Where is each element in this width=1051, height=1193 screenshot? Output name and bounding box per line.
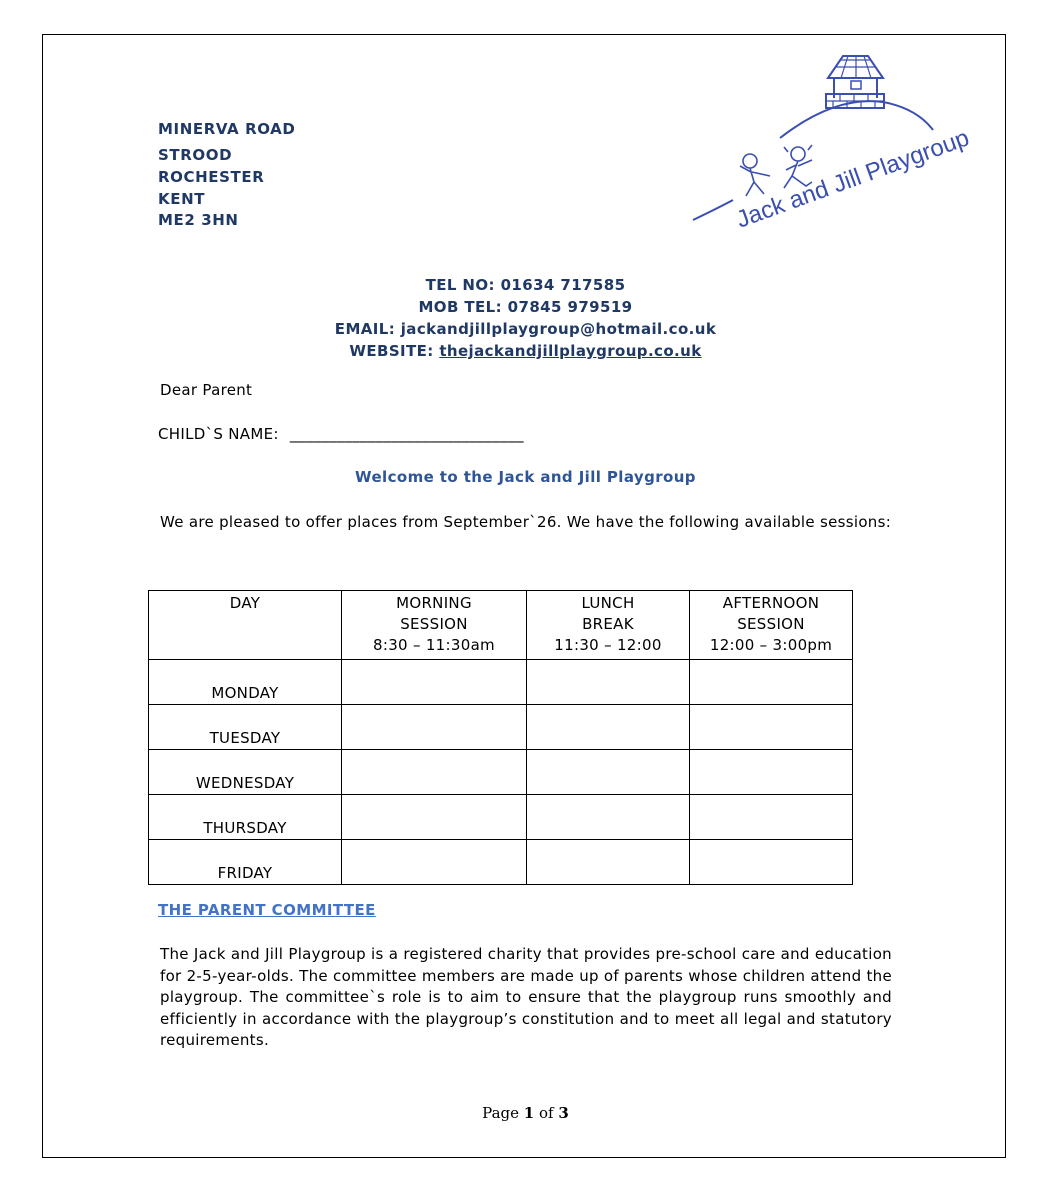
of-word: of [539,1104,554,1122]
header-day-label: DAY [229,594,261,612]
morning-cell[interactable] [342,840,527,885]
page-number [0,1104,1051,1122]
address-line-county: KENT [158,190,206,208]
website-label: WEBSITE: [349,342,434,360]
lunch-cell[interactable] [527,705,690,750]
afternoon-cell[interactable] [690,705,853,750]
welcome-heading: Welcome to the Jack and Jill Playgroup [355,468,696,486]
table-row [149,840,853,885]
afternoon-cell[interactable] [690,660,853,705]
email-label: EMAIL: [334,320,396,338]
header-lunch-l1: LUNCH [581,594,635,612]
tel-line [0,276,1051,294]
total-pages: 3 [558,1104,569,1122]
greeting: Dear Parent [160,381,253,399]
afternoon-cell[interactable] [690,750,853,795]
day-cell: TUESDAY [149,705,342,750]
morning-cell[interactable] [342,795,527,840]
tel-label: TEL NO: [425,276,495,294]
lunch-cell[interactable] [527,660,690,705]
tel-value: 01634 717585 [500,276,626,294]
lunch-cell[interactable] [527,795,690,840]
lunch-cell[interactable] [527,750,690,795]
header-morning-time: 8:30 – 11:30am [373,636,495,654]
header-lunch-l2: BREAK [582,615,634,633]
address-line-city: ROCHESTER [158,168,265,186]
afternoon-cell[interactable] [690,840,853,885]
email-line [0,320,1051,338]
mob-value: 07845 979519 [507,298,633,316]
address-line-street: MINERVA ROAD [158,120,296,138]
child-name-row [158,425,524,443]
lunch-cell[interactable] [527,840,690,885]
header-afternoon-l2: SESSION [737,615,805,633]
day-cell: THURSDAY [149,795,342,840]
table-header-row [149,591,853,660]
header-morning-l2: SESSION [400,615,468,633]
morning-cell[interactable] [342,705,527,750]
header-lunch [527,591,690,660]
header-afternoon [690,591,853,660]
logo-text: Jack and Jill Playgroup [732,124,973,234]
website-link[interactable]: thejackandjillplaygroup.co.uk [439,342,702,360]
current-page: 1 [523,1104,535,1122]
table-row [149,795,853,840]
child-name-label: CHILD`S NAME: [158,425,279,443]
header-lunch-time: 11:30 – 12:00 [554,636,662,654]
header-day [149,591,342,660]
address-line-town: STROOD [158,146,233,164]
header-morning-l1: MORNING [396,594,472,612]
website-line [0,342,1051,360]
committee-heading: THE PARENT COMMITTEE [158,901,376,919]
child-name-blank[interactable]: ______________________________ [289,425,524,443]
playgroup-logo [688,48,983,238]
address-line-postcode: ME2 3HN [158,211,239,229]
email-value: jackandjillplaygroup@hotmail.co.uk [400,320,717,338]
mob-label: MOB TEL: [418,298,503,316]
committee-paragraph: The Jack and Jill Playgroup is a registered charity that provides pre-school care and education for 2-5-year-olds. The committee members are made up of parents whose children attend the playgroup. The committee`s role is to aim to ensure that the playgroup runs smoothly and efficiently in accordance with the playgroup’s constitution and to meet all legal and statutory requirements. [160,945,893,1050]
header-afternoon-time: 12:00 – 3:00pm [709,636,833,654]
table-row [149,705,853,750]
afternoon-cell[interactable] [690,795,853,840]
day-cell: FRIDAY [149,840,342,885]
day-cell: MONDAY [149,660,342,705]
mob-line [0,298,1051,316]
well-icon [826,56,884,108]
day-cell: WEDNESDAY [149,750,342,795]
table-row [149,660,853,705]
header-morning [342,591,527,660]
intro-paragraph: We are pleased to offer places from September`26. We have the following available sessions: [160,513,892,531]
page-word: Page [482,1104,520,1122]
sessions-table [148,590,853,885]
header-afternoon-l1: AFTERNOON [722,594,820,612]
table-row [149,750,853,795]
morning-cell[interactable] [342,750,527,795]
morning-cell[interactable] [342,660,527,705]
